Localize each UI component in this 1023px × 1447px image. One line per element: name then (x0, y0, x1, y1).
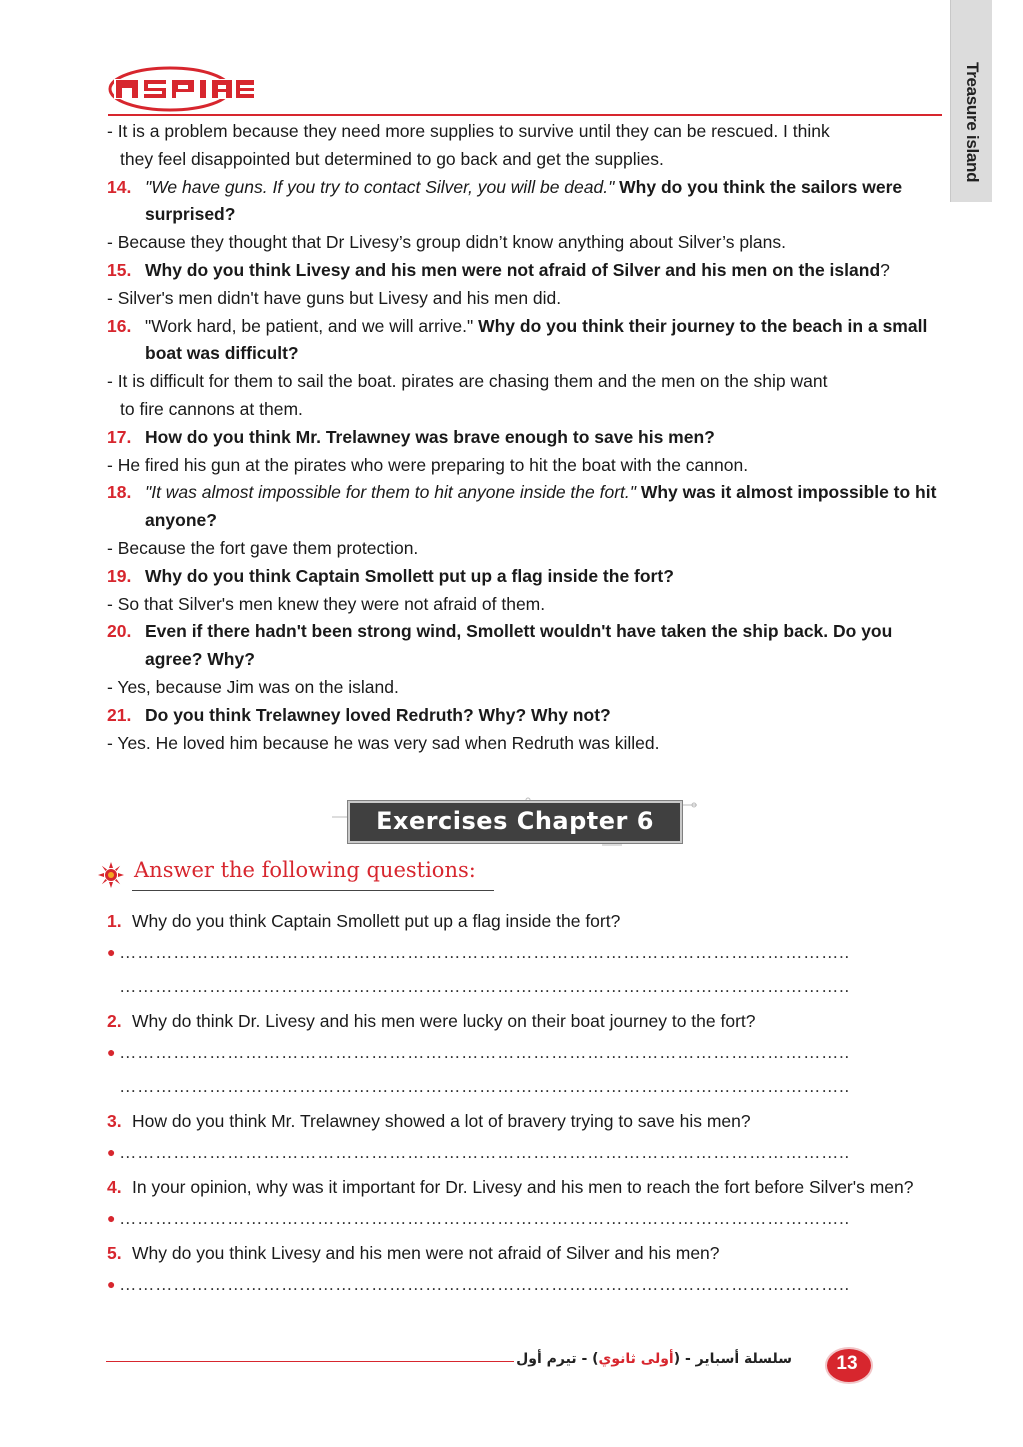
exercise-question: Why do think Dr. Livesy and his men were lucky on their boat journey to the fort? (132, 1011, 756, 1031)
bullet-icon: ● (107, 1276, 116, 1292)
question-text: Why do you think their journey to the beach in a small boat was difficult? (145, 315, 928, 364)
answer-heading-text: Answer the following questions: (134, 858, 476, 882)
heading-rule (132, 890, 494, 891)
answer-blank[interactable] (107, 1267, 939, 1301)
answer-blank[interactable] (107, 1035, 939, 1069)
footer-series (516, 1351, 792, 1367)
bullet-icon: ● (107, 944, 116, 960)
footer-grade: أولى ثانوي (598, 1351, 674, 1367)
question-number: 14. (107, 176, 132, 197)
question-quote: "We have guns. If you try to contact Silver, you will be dead." (145, 176, 615, 197)
side-tab-label: Treasure island (962, 62, 982, 183)
question-number: 21. (107, 704, 132, 725)
exercise-2 (107, 1007, 939, 1035)
question-number: 20. (107, 621, 132, 642)
question-number: 19. (107, 565, 132, 586)
bullet-icon: ● (107, 1144, 116, 1160)
exercise-number: 5. (107, 1243, 122, 1263)
page-number (822, 1346, 872, 1382)
answer-line: - Because the fort gave them protection. (107, 537, 419, 558)
answer-line: to fire cannons at them. (120, 398, 303, 419)
bullet-icon: ● (107, 1044, 116, 1060)
answer-dots: ………………………………………………………………………………………………………….. (119, 1208, 850, 1228)
aspire-logo (108, 66, 258, 112)
exercise-question: Why do you think Captain Smollett put up a flag inside the fort? (132, 911, 621, 931)
answer-line: - He fired his gun at the pirates who were preparing to hit the boat with the cannon. (107, 454, 749, 475)
exercise-number: 1. (107, 911, 122, 931)
answer-line: - So that Silver's men knew they were not afraid of them. (107, 593, 546, 614)
answer-line: they feel disappointed but determined to go back and get the supplies. (120, 148, 664, 169)
header-rule (108, 114, 942, 116)
answer-blank[interactable] (107, 1201, 939, 1235)
exercises-list (107, 903, 939, 1301)
answer-line: - It is a problem because they need more supplies to survive until they can be rescued. I think (107, 121, 830, 141)
answer-blank[interactable] (107, 935, 939, 969)
question-text: Even if there hadn't been strong wind, Smollett wouldn't have taken the ship back. Do you agree? Why? (145, 621, 893, 670)
exercise-5 (107, 1239, 939, 1267)
question-text: Do you think Trelawney loved Redruth? Why? Why not? (145, 704, 611, 725)
footer-term: ) - تيرم أول (516, 1351, 599, 1367)
qa-content (107, 118, 939, 757)
bullet-icon: ● (107, 1210, 116, 1226)
question-20 (107, 618, 939, 674)
exercise-question: How do you think Mr. Trelawney showed a lot of bravery trying to save his men? (132, 1111, 751, 1131)
question-number: 15. (107, 259, 132, 280)
footer-rule (106, 1361, 514, 1362)
exercises-banner (332, 795, 697, 849)
question-quote: "It was almost impossible for them to hit anyone inside the fort." (145, 482, 636, 503)
side-tab (950, 0, 992, 202)
answer-blank[interactable] (107, 969, 939, 1003)
question-quote: "Work hard, be patient, and we will arrive." (145, 315, 474, 336)
footer-series-name: سلسلة أسباير - ( (673, 1351, 792, 1367)
question-text: Why do you think Captain Smollett put up a flag inside the fort? (145, 565, 674, 586)
question-text: Why was it almost impossible to hit anyone? (145, 482, 937, 531)
question-18 (107, 479, 939, 535)
exercise-number: 2. (107, 1011, 122, 1031)
page-number-text: 13 (836, 1353, 858, 1374)
question-mark: ? (880, 259, 890, 280)
answer-dots: ………………………………………………………………………………………………………….. (119, 976, 850, 996)
answer-dots: ………………………………………………………………………………………………………….. (119, 1274, 850, 1294)
answer-heading (98, 856, 498, 896)
answer-dots: ………………………………………………………………………………………………………….. (119, 1042, 850, 1062)
question-number: 18. (107, 482, 132, 503)
sun-icon (98, 862, 124, 888)
question-text: Why do you think the sailors were surprised? (145, 176, 903, 225)
question-number: 16. (107, 315, 132, 336)
question-21 (107, 702, 939, 730)
exercise-question: In your opinion, why was it important for Dr. Livesy and his men to reach the fort before Silver's men? (132, 1177, 914, 1197)
question-number: 17. (107, 426, 132, 447)
exercise-number: 3. (107, 1111, 122, 1131)
answer-dots: ………………………………………………………………………………………………………….. (119, 942, 850, 962)
answer-dots: ………………………………………………………………………………………………………….. (119, 1142, 850, 1162)
answer-blank[interactable] (107, 1135, 939, 1169)
exercise-4 (107, 1173, 939, 1201)
question-text: How do you think Mr. Trelawney was brave enough to save his men? (145, 426, 715, 447)
exercise-question: Why do you think Livesy and his men were not afraid of Silver and his men? (132, 1243, 720, 1263)
exercise-number: 4. (107, 1177, 122, 1197)
question-16 (107, 313, 939, 369)
answer-dots: ………………………………………………………………………………………………………….. (119, 1076, 850, 1096)
answer-line: - It is difficult for them to sail the boat. pirates are chasing them and the men on the ship want (107, 371, 828, 392)
question-19 (107, 563, 939, 591)
answer-line: - Because they thought that Dr Livesy’s group didn’t know anything about Silver’s plans. (107, 232, 787, 253)
answer-line: - Silver's men didn't have guns but Livesy and his men did. (107, 287, 562, 308)
answer-line: - Yes. He loved him because he was very sad when Redruth was killed. (107, 732, 660, 753)
banner-title: Exercises Chapter 6 (376, 807, 654, 835)
question-17 (107, 424, 939, 452)
exercise-1 (107, 907, 939, 935)
question-15 (107, 257, 939, 285)
answer-blank[interactable] (107, 1069, 939, 1103)
question-text: Why do you think Livesy and his men were not afraid of Silver and his men on the island (145, 259, 881, 280)
question-14 (107, 174, 939, 230)
exercise-3 (107, 1107, 939, 1135)
answer-line: - Yes, because Jim was on the island. (107, 676, 399, 697)
